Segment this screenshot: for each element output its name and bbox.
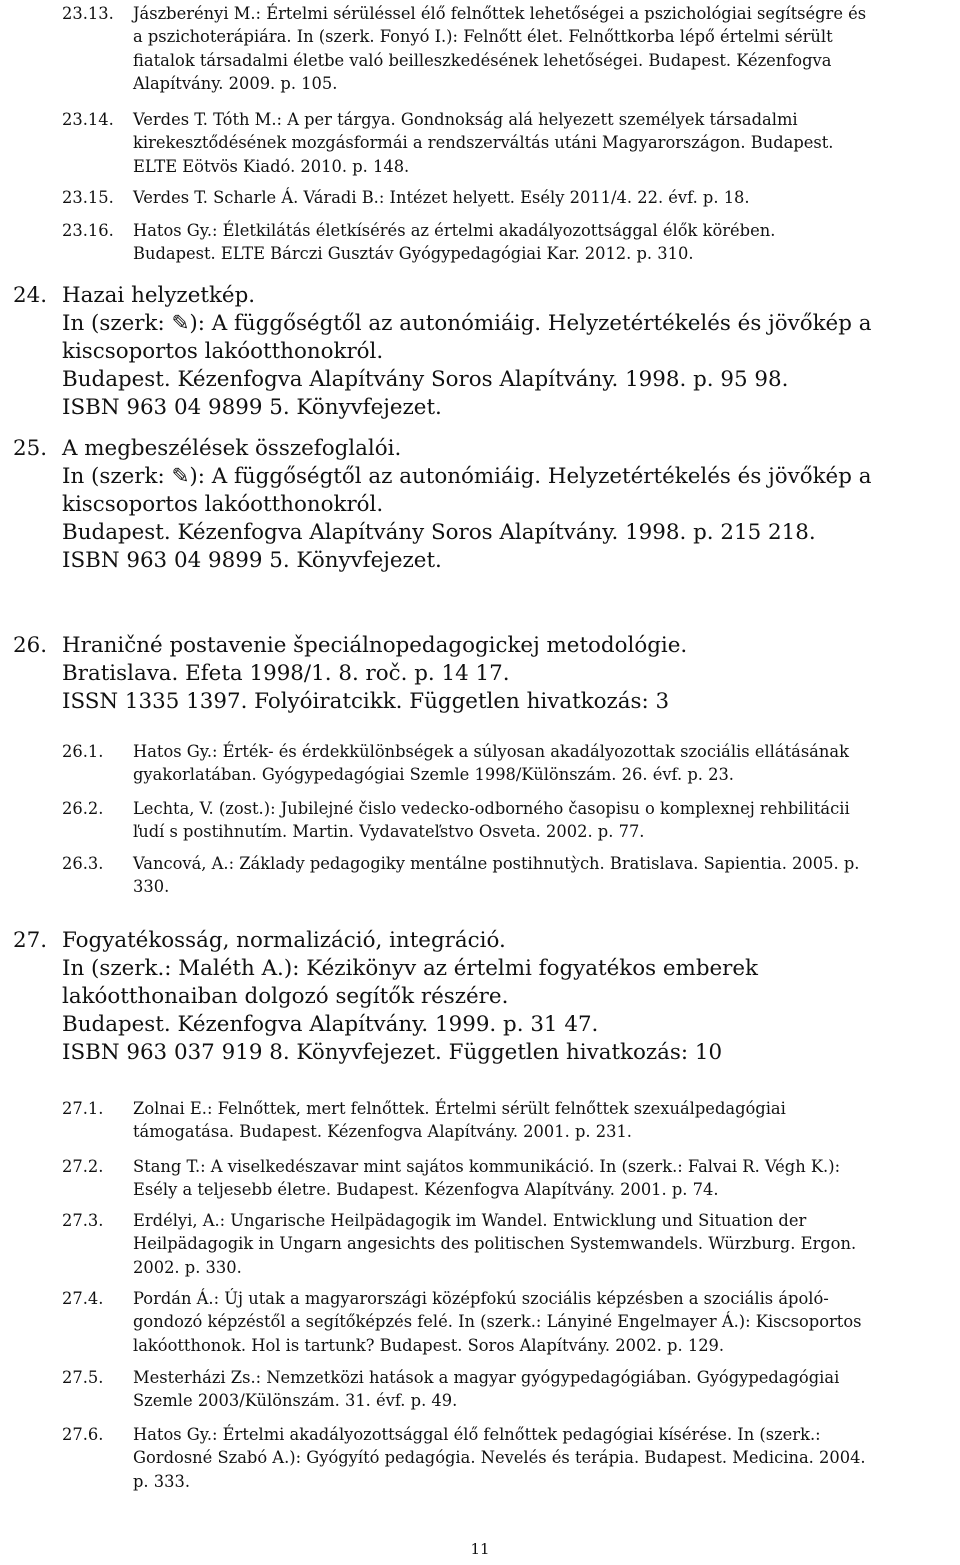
entry-number: 26.3.	[62, 854, 104, 873]
reference-entry-27-6	[62, 1423, 942, 1493]
entry-number: 23.13.	[62, 4, 114, 23]
entry-text: Erdélyi, A.: Ungarische Heilpädagogik im Wandel. Entwicklung und Situation der Heilpädagogik in Ungarn angesichts des politischen Systemwandels. Würzburg. Ergon. 2002. p. 330.	[133, 1211, 857, 1277]
reference-entry-27-1	[62, 1097, 942, 1144]
reference-entry-26-2	[62, 797, 942, 844]
entry-text: Hatos Gy.: Értelmi akadályozottsággal élő felnőttek pedagógiai kísérése. In (szerk.: Gordosné Szabó A.): Gyógyító pedagógia. Nevelés és terápia. Budapest. Medicina. 2004. p. 333.	[133, 1425, 866, 1491]
reference-entry-26-3	[62, 852, 942, 899]
entry-number: 24.	[13, 283, 48, 308]
entry-number: 26.1.	[62, 742, 104, 761]
entry-number: 25.	[13, 436, 48, 461]
entry-text: Verdes T. Tóth M.: A per tárgya. Gondnokság alá helyezett személyek társadalmi kirekesztődésének mozgásformái a rendszerváltás utáni Magyarországon. Budapest. ELTE Eötvös Kiadó. 2010. p. 148.	[133, 110, 834, 176]
entry-text: A megbeszélések összefoglalói. In (szerk: ✎): A függőségtől az autonómiáig. Helyzetértékelés és jövőkép a kiscsoportos lakóotthonokról. Budapest. Kézenfogva Alapítvány Soros Alapítvány. 1998. p. 215 218. ISBN 963 04 9899 5. Könyvfejezet.	[62, 436, 872, 573]
entry-text: Pordán Á.: Új utak a magyarországi középfokú szociális képzésben a szociális ápoló- gondozó képzéstől a segítőképzés felé. In (szerk.: Lányiné Engelmayer Á.): Kiscsoportos lakóotthonok. Hol is tartunk? Budapest. Soros Alapítvány. 2002. p. 129.	[133, 1289, 862, 1355]
entry-number: 27.5.	[62, 1368, 104, 1387]
reference-entry-24	[13, 282, 933, 422]
entry-number: 27.4.	[62, 1289, 104, 1308]
entry-number: 27.1.	[62, 1099, 104, 1118]
entry-text: Hraničné postavenie špeciálnopedagogickej metodológie. Bratislava. Efeta 1998/1. 8. roč. p. 14 17. ISSN 1335 1397. Folyóiratcikk. Független hivatkozás: 3	[62, 633, 688, 714]
reference-entry-23-13	[62, 2, 942, 95]
entry-number: 27.	[13, 928, 48, 953]
entry-number: 23.14.	[62, 110, 114, 129]
entry-text: Mesterházi Zs.: Nemzetközi hatások a magyar gyógypedagógiában. Gyógypedagógiai Szemle 2003/Különszám. 31. évf. p. 49.	[133, 1368, 840, 1411]
entry-number: 23.16.	[62, 221, 114, 240]
reference-entry-27-2	[62, 1155, 942, 1202]
reference-entry-26-1	[62, 740, 942, 787]
entry-number: 23.15.	[62, 188, 114, 207]
reference-entry-27-4	[62, 1287, 942, 1357]
entry-text: Stang T.: A viselkedészavar mint sajátos kommunikáció. In (szerk.: Falvai R. Végh K.): Esély a teljesebb életre. Budapest. Kézenfogva Alapítvány. 2001. p. 74.	[133, 1157, 841, 1200]
reference-entry-27-5	[62, 1366, 942, 1413]
page-number: 11	[470, 1540, 490, 1558]
entry-text: Zolnai E.: Felnőttek, mert felnőttek. Értelmi sérült felnőttek szexuálpedagógiai támogatása. Budapest. Kézenfogva Alapítvány. 2001. p. 231.	[133, 1099, 786, 1142]
entry-number: 27.3.	[62, 1211, 104, 1230]
reference-entry-27-3	[62, 1209, 942, 1279]
entry-number: 26.	[13, 633, 48, 658]
entry-text: Vancová, A.: Základy pedagogiky mentálne postihnutỳch. Bratislava. Sapientia. 2005. p. 330.	[133, 854, 860, 897]
entry-text: Jászberényi M.: Értelmi sérüléssel élő felnőttek lehetőségei a pszichológiai segítségre és a pszichoterápiára. In (szerk. Fonyó I.): Felnőtt élet. Felnőttkorba lépő értelmi sérült fiatalok társadalmi életbe való beilleszkedésének lehetőségei. Budapest. Kézenfogva Alapítvány. 2009. p. 105.	[133, 4, 867, 93]
entry-text: Hazai helyzetkép. In (szerk: ✎): A függőségtől az autonómiáig. Helyzetértékelés és jövőkép a kiscsoportos lakóotthonokról. Budapest. Kézenfogva Alapítvány Soros Alapítvány. 1998. p. 95 98. ISBN 963 04 9899 5. Könyvfejezet.	[62, 283, 872, 420]
entry-text: Fogyatékosság, normalizáció, integráció. In (szerk.: Maléth A.): Kézikönyv az értelmi fogyatékos emberek lakóotthonaiban dolgozó segítők részére. Budapest. Kézenfogva Alapítvány. 1999. p. 31 47. ISBN 963 037 919 8. Könyvfejezet. Független hivatkozás: 10	[62, 928, 759, 1065]
reference-entry-23-14	[62, 108, 942, 178]
entry-text: Hatos Gy.: Érték- és érdekkülönbségek a súlyosan akadályozottak szociális ellátásának gyakorlatában. Gyógypedagógiai Szemle 1998/Különszám. 26. évf. p. 23.	[133, 742, 849, 785]
entry-text: Verdes T. Scharle Á. Váradi B.: Intézet helyett. Esély 2011/4. 22. évf. p. 18.	[133, 188, 750, 207]
reference-entry-25	[13, 435, 933, 575]
reference-entry-26	[13, 632, 933, 716]
entry-text: Hatos Gy.: Életkilátás életkísérés az értelmi akadályozottsággal élők körében. Budapest. ELTE Bárczi Gusztáv Gyógypedagógiai Kar. 2012. p. 310.	[133, 221, 776, 264]
entry-number: 27.2.	[62, 1157, 104, 1176]
reference-entry-23-15	[62, 186, 942, 209]
entry-number: 26.2.	[62, 799, 104, 818]
entry-text: Lechta, V. (zost.): Jubilejné čislo vedecko-odborného časopisu o komplexnej rehbilitácii ľudí s postihnutím. Martin. Vydavateľstvo Osveta. 2002. p. 77.	[133, 799, 850, 842]
reference-entry-27	[13, 927, 933, 1067]
reference-entry-23-16	[62, 219, 942, 266]
entry-number: 27.6.	[62, 1425, 104, 1444]
